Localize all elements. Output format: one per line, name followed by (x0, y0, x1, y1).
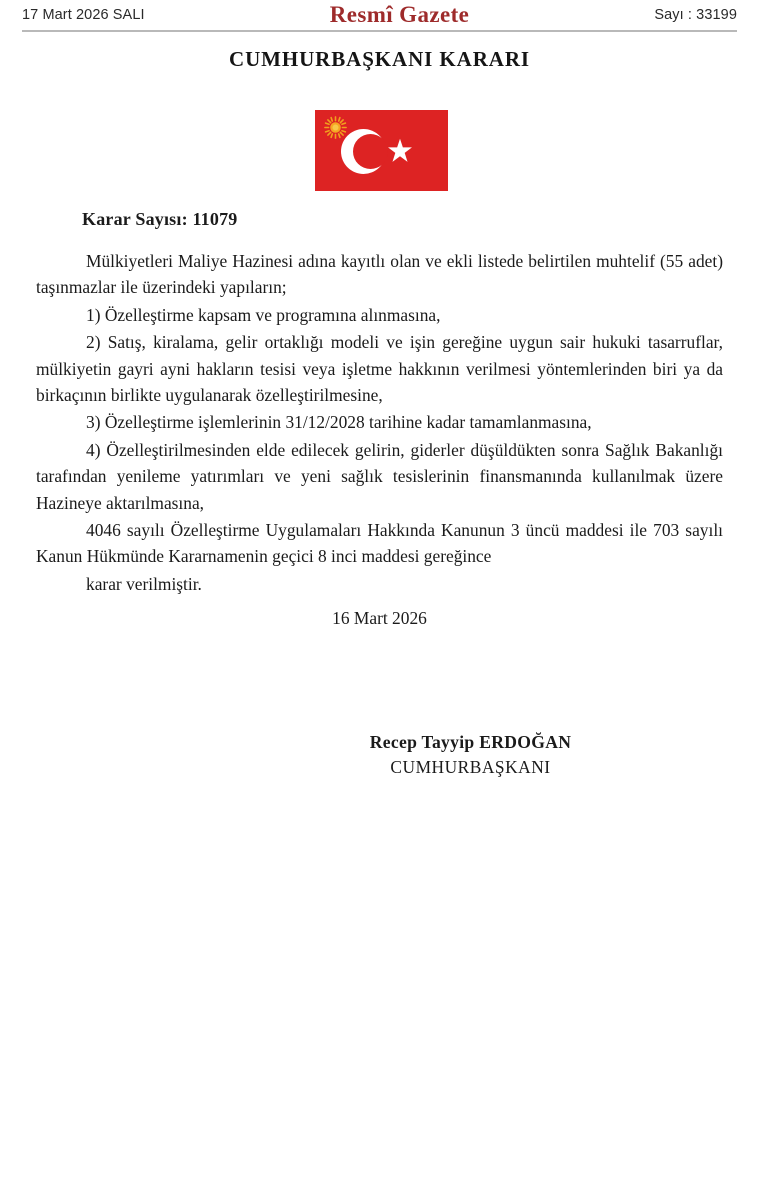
signer-name: Recep Tayyip ERDOĞAN (369, 732, 572, 752)
masthead-issue-number: Sayı : 33199 (654, 7, 737, 23)
body-paragraph: Mülkiyetleri Maliye Hazinesi adına kayıtlı olan ve ekli listede belirtilen muhtelif (55 adet) taşınmazlar ile üzerindeki yapıların; (36, 251, 723, 298)
masthead-title: Resmî Gazete (329, 2, 470, 27)
page-title: CUMHURBAŞKANI KARARI (229, 47, 530, 71)
flag-field (315, 110, 448, 191)
body-paragraph: 3) Özelleştirme işlemlerinin 31/12/2028 tarihine kadar tamamlanmasına, (86, 412, 592, 433)
body-paragraph: 2) Satış, kiralama, gelir ortaklığı modeli ve işin gereğine uygun sair hukuki tasarruflar, mülkiyetin gayri ayni hakların tesisi veya işletme hakkının verilmesi yöntemlerinden biri ya da birkaçının birlikte uygulanarak özelleştirilmesine, (36, 332, 723, 406)
masthead (0, 0, 759, 30)
body-paragraph: karar verilmiştir. (86, 573, 202, 594)
turkish-flag-emblem (315, 110, 448, 191)
signer-title: CUMHURBAŞKANI (390, 757, 551, 777)
body-paragraph: 4) Özelleştirilmesinden elde edilecek gelirin, giderler düşüldükten sonra Sağlık Bakanlığı tarafından yenileme yatırımları ve yeni sağlık tesislerinin finansmanında kullanılmak üzere Hazineye aktarılmasına, (36, 439, 723, 513)
signature-block (0, 730, 759, 780)
decision-date: 16 Mart 2026 (332, 608, 427, 628)
masthead-divider (22, 30, 737, 32)
decision-number: Karar Sayısı: 11079 (82, 209, 238, 229)
body-paragraph: 1) Özelleştirme kapsam ve programına alınmasına, (86, 304, 441, 325)
crescent-cutout (353, 134, 388, 169)
star-icon (387, 138, 413, 164)
sun-emblem-icon (324, 116, 347, 139)
masthead-date: 17 Mart 2026 SALI (22, 7, 145, 23)
body-paragraph: 4046 sayılı Özelleştirme Uygulamaları Hakkında Kanunun 3 üncü maddesi ile 703 sayılı Kanun Hükmünde Kararnamenin geçici 8 inci maddesi gereğince (36, 520, 723, 567)
document-body (36, 248, 723, 597)
